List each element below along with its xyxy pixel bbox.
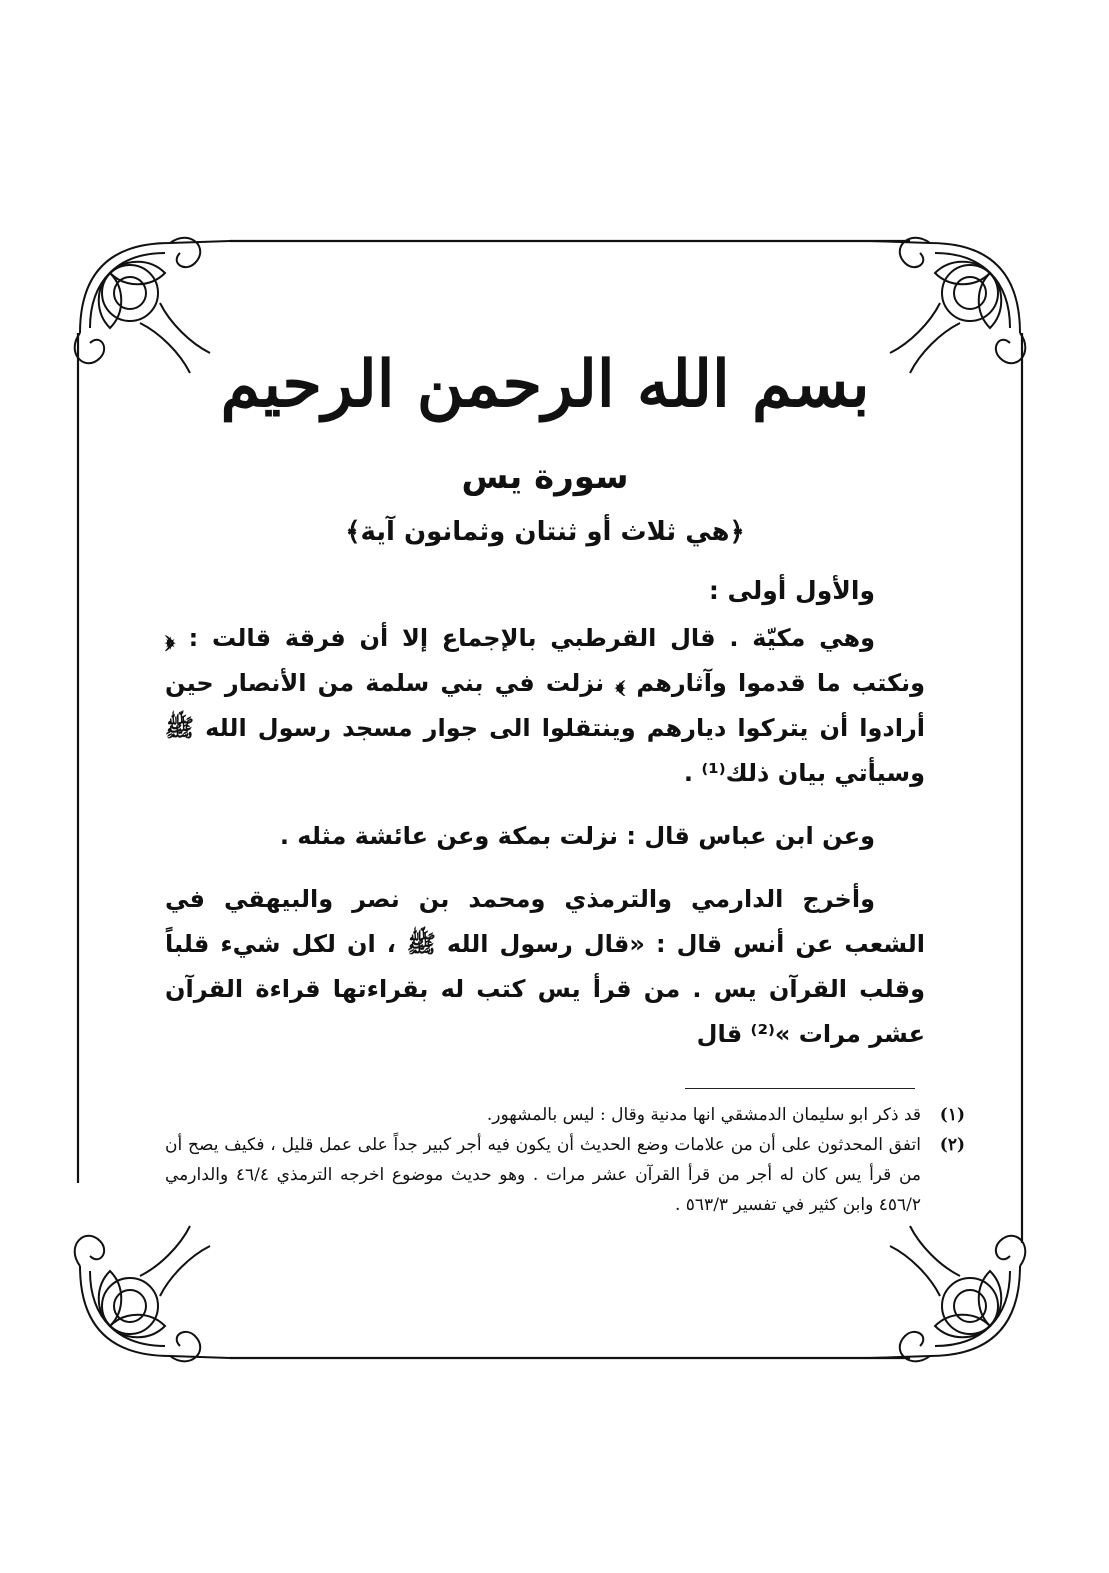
- footnotes: [165, 1100, 965, 1220]
- corner-ornament-bottom-left: [75, 1226, 230, 1361]
- footnote-text: قد ذكر ابو سليمان الدمشقي انها مدنية وقال : ليس بالمشهور.: [486, 1105, 921, 1125]
- footnote-divider: [685, 1088, 915, 1089]
- section-label: والأول أولى :: [708, 576, 875, 605]
- surah-title: سورة يس: [461, 457, 629, 497]
- paragraph-makki: وهي مكيّة . قال القرطبي بالإجماع إلا أن فرقة قالت : ﴿ ونكتب ما قدموا وآثارهم ﴾ نزلت في بني سلمة من الأنصار حين أرادوا أن يتركوا ديارهم وينتقلوا الى جوار مسجد رسول الله ﷺ وسيأتي بيان ذلك⁽¹⁾ .: [165, 624, 925, 787]
- footnote-number: (١): [939, 1105, 965, 1125]
- ayah-count: ﴿هي ثلاث أو ثنتان وثمانون آية﴾: [345, 517, 745, 547]
- footnote-number: (٢): [939, 1135, 965, 1155]
- main-content: [165, 330, 925, 1057]
- paragraph-hadith: وأخرج الدارمي والترمذي ومحمد بن نصر والبيهقي في الشعب عن أنس قال : «قال رسول الله ﷺ ، ان لكل شيء قلباً وقلب القرآن يس . من قرأ يس كتب له بقراءتها قراءة القرآن عشر مرات »⁽²⁾ قال: [165, 885, 925, 1048]
- basmala-calligraphy: بسم الله الرحمن الرحيم: [220, 347, 870, 422]
- footnote-text: اتفق المحدثون على أن من علامات وضع الحديث أن يكون فيه أجر كبير جداً على عمل قليل ، فكيف يصح أن من قرأ يس كان له أجر من قرأ القرآن عشر مرات . وهو حديث موضوع اخرجه الترمذي ٤٦/٤ والدارمي ٤٥٦/٢ وابن كثير في تفسير ٥٦٣/٣ .: [165, 1135, 921, 1215]
- footnote-2: [165, 1130, 965, 1220]
- footnote-1: [165, 1100, 965, 1130]
- paragraph-ibn-abbas: وعن ابن عباس قال : نزلت بمكة وعن عائشة مثله .: [279, 822, 875, 850]
- corner-ornament-bottom-right: [870, 1226, 1025, 1361]
